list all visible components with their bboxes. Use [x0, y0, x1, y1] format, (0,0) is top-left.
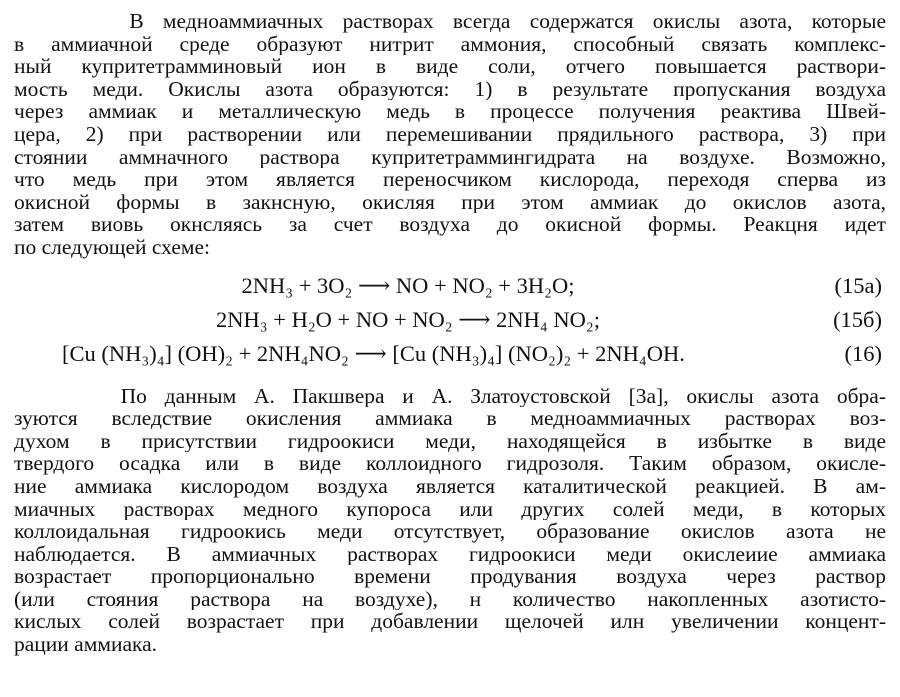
text-line: По данным А. Пакшвера и А. Златоустовской [3а], окислы азота обра- [14, 384, 886, 408]
text-line: кислых солей возрастает при добавлении щелочей илн увеличении концент- [14, 610, 886, 634]
equation-text: 2NH₃ + H₂O + NO + NO₂ ⟶ 2NH₄ NO₂; [216, 306, 600, 332]
equation-15b [14, 303, 886, 337]
equation-text: [Cu (NH₃)₄] (OH)₂ + 2NH₄NO₂ ⟶ [Cu (NH₃)₄] (NO₂)₂ + 2NH₄OH. [62, 340, 685, 366]
text-line: миачных растворах медного купороса или других солей меди, в которых [14, 497, 886, 521]
text-line: через аммиак и металлическую медь в процессе получения реактива Швей- [14, 100, 886, 123]
paragraph-1 [14, 10, 886, 259]
equation-text: 2NH₃ + 3O₂ ⟶ NO + NO₂ + 3H₂O; [241, 272, 575, 298]
text-line: духом в присутствии гидроокиси меди, находящейся в избытке в виде [14, 429, 886, 453]
text-line: В медноаммиачных растворах всегда содержатся окислы азота, которые [14, 10, 886, 33]
text-line: стоянии аммначного раствора купритетраммингидрата на воздухе. Возможно, [14, 145, 886, 169]
text-line: цера, 2) при растворении или перемешивании прядильного раствора, 3) при [14, 122, 886, 146]
text-line: затем виовь окнсляясь за счет воздуха до окисной формы. Реакцня идет [14, 213, 886, 236]
text-line: мость меди. Окислы азота образуются: 1) в результате пропускания воздуха [14, 77, 886, 101]
text-line: окисной формы в закнсную, окисляя при этом аммиак до окислов азота, [14, 190, 886, 214]
equation-number: (15б) [833, 306, 882, 332]
text-line: по следующей схеме: [14, 235, 211, 259]
equation-number: (15а) [834, 272, 882, 298]
text-line: что медь при этом является переносчиком кислорода, переходя сперва из [14, 168, 886, 191]
text-line: ный купритетрамминовый ион в виде соли, отчего повышается раствори- [14, 55, 886, 78]
text-line: (или стояния раствора на воздухе), н количество накопленных азотисто- [14, 587, 886, 611]
paragraph-2 [14, 385, 886, 656]
equation-number: (16) [844, 340, 882, 366]
text-line: ние аммиака кислородом воздуха является каталитической реакцией. В ам- [14, 474, 886, 498]
text-line: рации аммиака. [14, 633, 158, 656]
equation-16 [14, 337, 886, 371]
text-line: коллоидальная гидроокись меди отсутствует, образование окислов азота не [14, 520, 886, 543]
text-line: наблюдается. В аммиачных растворах гидроокиси меди окислеиие аммиака [14, 542, 886, 566]
text-line: твердого осадка или в виде коллоидного гидрозоля. Таким образом, окисле- [14, 452, 886, 475]
text-line: возрастает пропорционально времени продувания воздуха через раствор [14, 565, 886, 588]
text-line: в аммиачной среде образуют нитрит аммония, способный связать комплекс- [14, 32, 886, 56]
equation-15a [14, 269, 886, 303]
text-line: зуются вследствие окисления аммиака в медноаммиачных растворах воз- [14, 407, 886, 430]
